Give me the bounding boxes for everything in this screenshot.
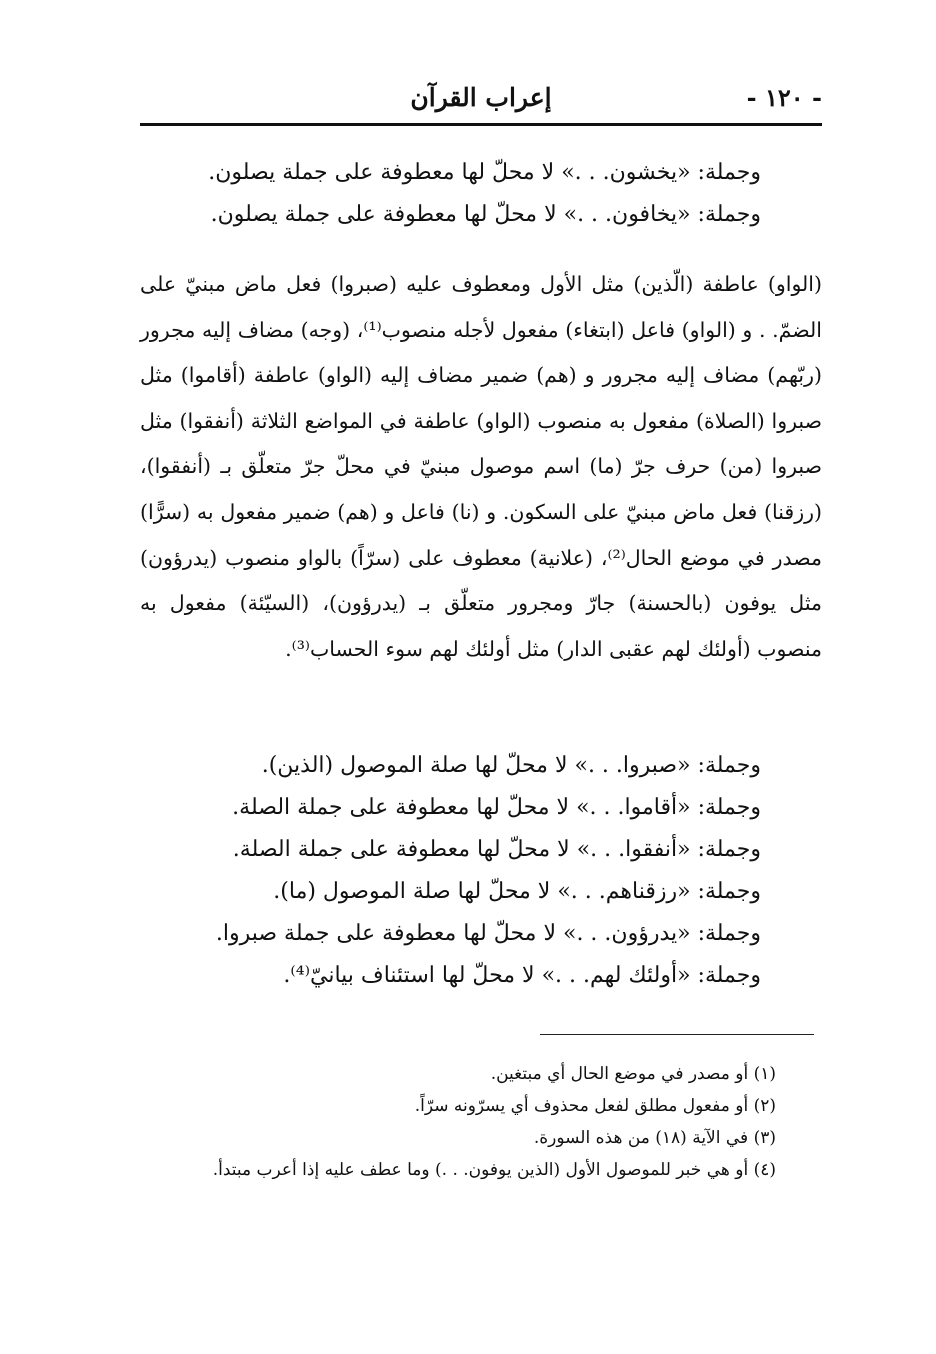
sentence-line: وجملة: «رزقناهم. . .» لا محلّ لها صلة الموصول (ما).	[273, 879, 761, 904]
page-header	[140, 72, 822, 124]
footnote: (١) أو مصدر في موضع الحال أي مبتغين.	[490, 1064, 776, 1084]
sentence-line: وجملة: «يدرؤون. . .» لا محلّ لها معطوفة على جملة صبروا.	[215, 921, 761, 946]
sentence-line: وجملة: «أنفقوا. . .» لا محلّ لها معطوفة على جملة الصلة.	[232, 837, 761, 862]
footnote: (٢) أو مفعول مطلق لفعل محذوف أي يسرّونه سرّاً.	[414, 1096, 776, 1116]
footnote-separator	[540, 1034, 814, 1035]
top-sentence-list	[141, 152, 761, 236]
sentence-line: وجملة: «يخافون. . .» لا محلّ لها معطوفة على جملة يصلون.	[210, 202, 761, 227]
sentence-list	[141, 745, 761, 997]
sentence-line: وجملة: «أقاموا. . .» لا محلّ لها معطوفة على جملة الصلة.	[232, 795, 761, 820]
sentence-line: وجملة: «أولئك لهم. . .» لا محلّ لها استئناف بيانيّ⁽⁴⁾.	[283, 963, 761, 988]
footnotes	[116, 1058, 776, 1186]
sentence-line: وجملة: «يخشون. . .» لا محلّ لها معطوفة على جملة يصلون.	[208, 160, 761, 185]
header-rule	[140, 123, 822, 126]
sentence-line: وجملة: «صبروا. . .» لا محلّ لها صلة الموصول (الذين).	[261, 753, 761, 778]
footnote: (٣) في الآية (١٨) من هذه السورة.	[533, 1128, 776, 1148]
footnote: (٤) أو هي خبر للموصول الأول (الذين يوفون. . .) وما عطف عليه إذا أعرب مبتدأ.	[212, 1160, 776, 1180]
running-title: إعراب القرآن	[410, 83, 552, 112]
page-number: - ١٢٠ -	[746, 83, 822, 112]
body-paragraph: (الواو) عاطفة (الّذين) مثل الأول ومعطوف عليه (صبروا) فعل ماض مبنيّ على الضمّ. . و (الواو) فاعل (ابتغاء) مفعول لأجله منصوب⁽¹⁾، (وجه) مضاف إليه مجرور (ربّهم) مضاف إليه مجرور و (هم) ضمير مضاف إليه (الواو) عاطفة (أقاموا) مثل صبروا (الصلاة) مفعول به منصوب (الواو) عاطفة في المواضع الثلاثة (أنفقوا) مثل صبروا (من) حرف جرّ (ما) اسم موصول مبنيّ في محلّ جرّ متعلّق بـ (أنفقوا)، (رزقنا) فعل ماض مبنيّ على السكون. و (نا) فاعل و (هم) ضمير مفعول به (سرًّا) مصدر في موضع الحال⁽²⁾، (علانية) معطوف على (سرّاً) بالواو منصوب (يدرؤون) مثل يوفون (بالحسنة) جارّ ومجرور متعلّق بـ (يدرؤون)، (السيّئة) مفعول به منصوب (أولئك لهم عقبى الدار) مثل أولئك لهم سوء الحساب⁽³⁾.	[140, 272, 822, 661]
